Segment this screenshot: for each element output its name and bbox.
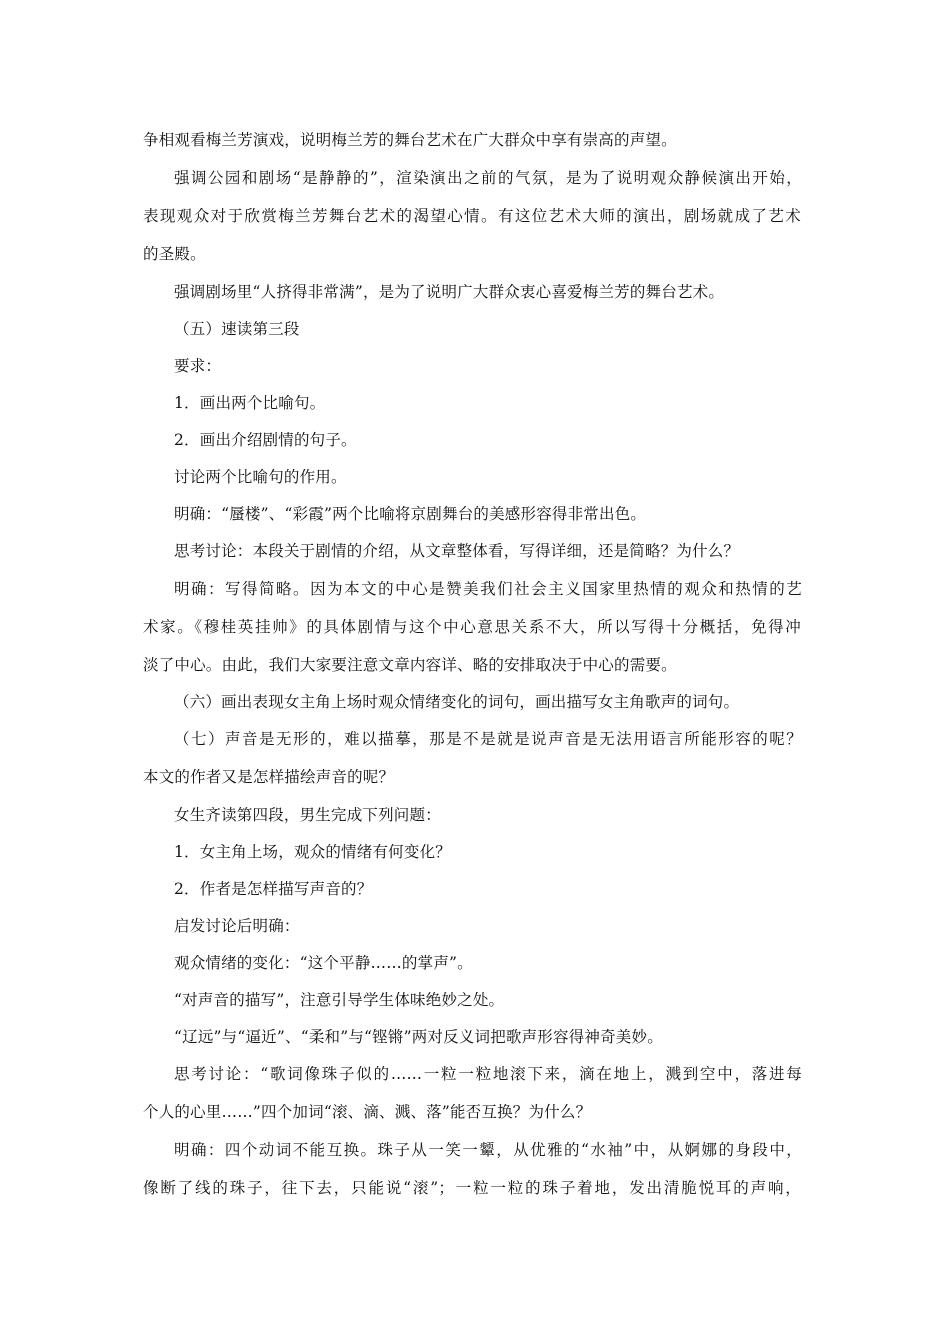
list-item: 1．画出两个比喻句。 <box>174 394 326 412</box>
paragraph-line: 女生齐读第四段，男生完成下列问题： <box>174 806 441 824</box>
paragraph-line: 淡了中心。由此，我们大家要注意文章内容详、略的安排取决于中心的需要。 <box>143 656 677 674</box>
paragraph-line: 明确：“蜃楼”、“彩霞”两个比喻将京剧舞台的美感形容得非常出色。 <box>174 505 647 523</box>
section-heading: （七）声音是无形的，难以描摹，那是不是就是说声音是无法用语言所能形容的呢？ <box>174 730 802 748</box>
paragraph-line: 思考讨论：本段关于剧情的介绍，从文章整体看，写得详细，还是简略？为什么？ <box>174 542 740 560</box>
paragraph-line: 观众情绪的变化：“这个平静……的掌声”。 <box>174 954 473 972</box>
list-item: 1．女主角上场，观众的情绪有何变化？ <box>174 843 451 861</box>
section-heading: （六）画出表现女主角上场时观众情绪变化的词句，画出描写女主角歌声的词句。 <box>174 693 740 711</box>
list-item: 2．画出介绍剧情的句子。 <box>174 431 357 449</box>
paragraph-line: 的圣殿。 <box>143 245 206 263</box>
paragraph-line: 明确：写得简略。因为本文的中心是赞美我们社会主义国家里热情的观众和热情的艺 <box>174 580 802 598</box>
section-heading: （五）速读第三段 <box>174 320 300 338</box>
paragraph-line: 讨论两个比喻句的作用。 <box>174 468 347 486</box>
paragraph-line: 明确：四个动词不能互换。珠子从一笑一颦，从优雅的“水袖”中，从婀娜的身段中， <box>174 1141 802 1159</box>
paragraph-line: 像断了线的珠子，往下去，只能说“滚”；一粒一粒的珠子着地，发出清脆悦耳的声响， <box>143 1179 801 1197</box>
paragraph-line: 表现观众对于欣赏梅兰芳舞台艺术的渴望心情。有这位艺术大师的演出，剧场就成了艺术 <box>143 207 801 225</box>
paragraph-line: “辽远”与“逼近”、“柔和”与“铿锵”两对反义词把歌声形容得神奇美妙。 <box>174 1028 663 1046</box>
paragraph-line: 启发讨论后明确： <box>174 917 300 935</box>
paragraph-line: 要求： <box>174 357 222 375</box>
paragraph-line: 强调公园和剧场“是静静的”，渲染演出之前的气氛，是为了说明观众静候演出开始， <box>174 169 802 187</box>
paragraph-line: 术家。《穆桂英挂帅》的具体剧情与这个中心意思关系不大，所以写得十分概括，免得冲 <box>143 618 801 636</box>
paragraph-line: 思考讨论：“歌词像珠子似的……一粒一粒地滚下来，滴在地上，溅到空中，落进每 <box>174 1065 802 1083</box>
paragraph-line: 强调剧场里“人挤得非常满”，是为了说明广大群众衷心喜爱梅兰芳的舞台艺术。 <box>174 283 725 301</box>
list-item: 2．作者是怎样描写声音的？ <box>174 880 373 898</box>
paragraph-line: 个人的心里……”四个加词“滚、滴、溅、落”能否互换？为什么？ <box>143 1103 592 1121</box>
paragraph-line: 本文的作者又是怎样描绘声音的呢？ <box>143 768 395 786</box>
paragraph-line: “对声音的描写”，注意引导学生体味绝妙之处。 <box>174 991 505 1009</box>
paragraph-line: 争相观看梅兰芳演戏，说明梅兰芳的舞台艺术在广大群众中享有崇高的声望。 <box>143 131 677 149</box>
